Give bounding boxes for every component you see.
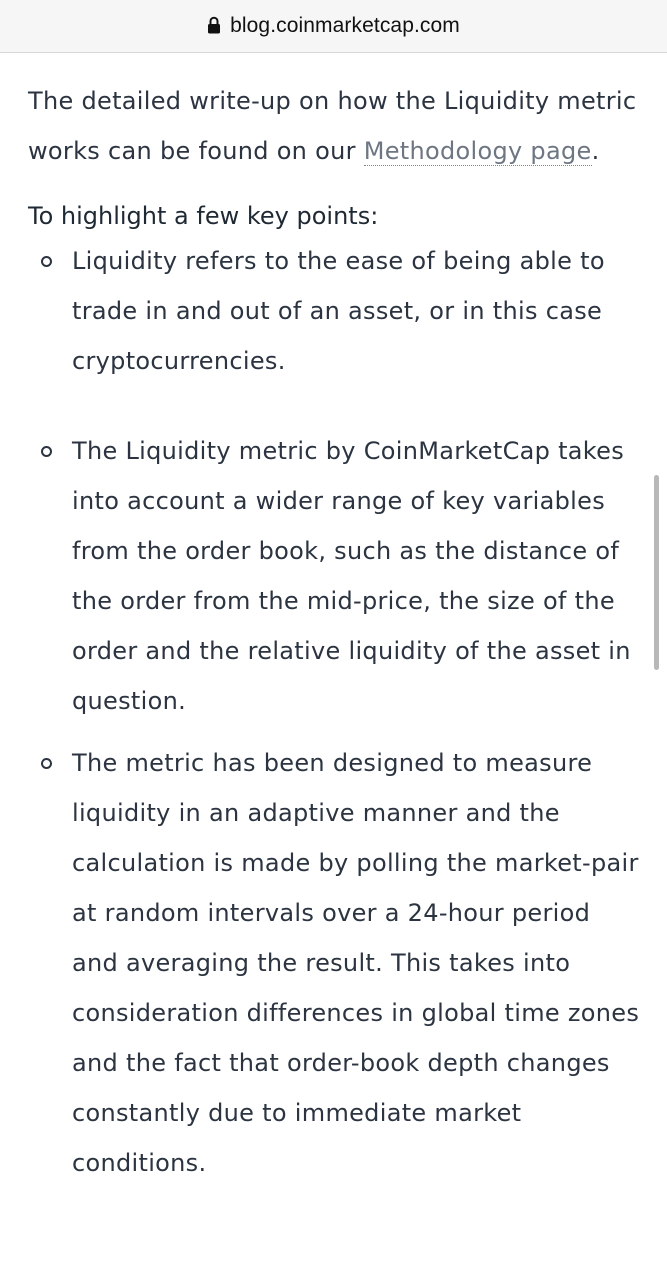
list-item-text: Liquidity refers to the ease of being able to trade in and out of an asset, or in this case cryptocurrencies. [72,247,605,375]
key-points-list [28,236,640,1188]
methodology-link[interactable]: Methodology page [363,137,592,165]
lock-icon [207,16,221,34]
bullet-circle-icon [41,256,52,267]
article-body [28,76,640,1188]
list-item [28,738,640,1188]
list-item [28,236,640,386]
bullet-circle-icon [41,758,52,769]
list-item-text: The metric has been designed to measure liquidity in an adaptive manner and the calculation is made by polling the market-pair at random intervals over a 24-hour period and averaging the result. This takes into consideration differences in global time zones and the fact that order-book depth changes constantly due to immediate market conditions. [72,749,640,1177]
intro-text: The detailed write-up on how the Liquidity metric works can be found on our [28,87,637,165]
bullet-circle-icon [41,446,52,457]
address-bar[interactable] [0,0,667,53]
address-url[interactable]: blog.coinmarketcap.com [230,14,460,37]
intro-period: . [591,137,600,165]
list-item-text: The Liquidity metric by CoinMarketCap takes into account a wider range of key variables from the order book, such as the distance of the order from the mid-price, the size of the order and the relative liquidity of the asset in question. [72,437,631,715]
key-points-lead: To highlight a few key points: [28,202,379,230]
intro-paragraph [28,76,640,176]
list-item [28,426,640,726]
scroll-indicator[interactable] [654,475,659,670]
